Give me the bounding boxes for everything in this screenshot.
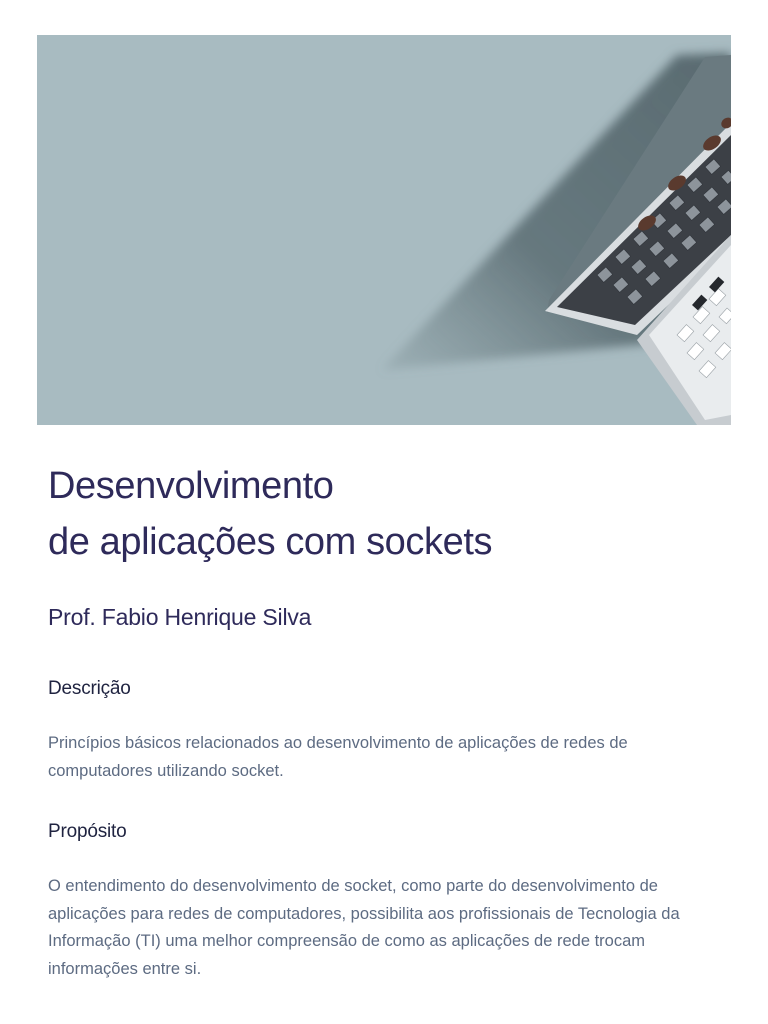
title-line-1: Desenvolvimento: [48, 465, 334, 507]
section-text-descricao: Princípios básicos relacionados ao desenvolvimento de aplicações de redes de computadores utilizando socket.: [48, 734, 628, 780]
page-title: [48, 458, 698, 570]
section-heading-descricao: Descrição: [48, 678, 131, 699]
laptop-illustration: [37, 35, 731, 425]
document-content: [48, 458, 698, 983]
section-heading-proposito: Propósito: [48, 821, 127, 842]
section-text-proposito: O entendimento do desenvolvimento de socket, como parte do desenvolvimento de aplicações para redes de computadores, possibilita aos profissionais de Tecnologia da Informação (TI) uma melhor compreensão de como as aplicações de rede trocam informações entre si.: [48, 877, 680, 978]
title-line-2: de aplicações com sockets: [48, 521, 493, 563]
hero-image: [37, 35, 731, 425]
author-name: Prof. Fabio Henrique Silva: [48, 604, 312, 630]
